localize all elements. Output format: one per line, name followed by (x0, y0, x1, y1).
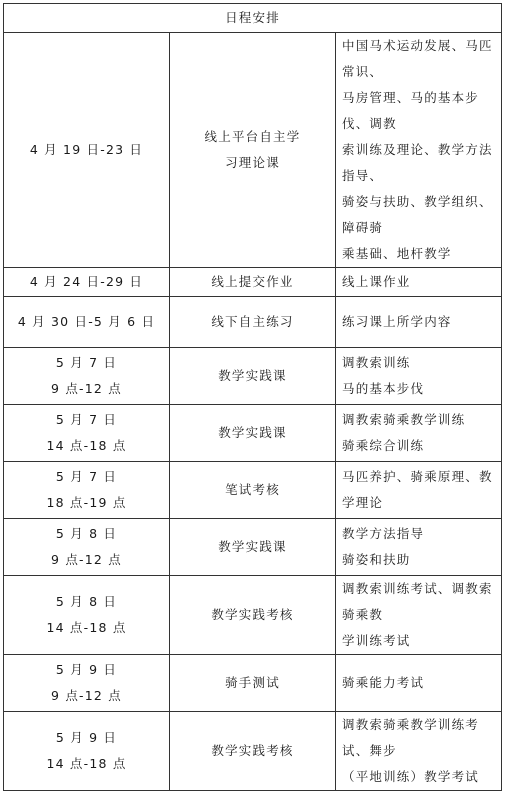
type-cell (170, 348, 336, 405)
date-cell (4, 268, 170, 297)
type-cell-line: 教学实践课 (218, 368, 287, 383)
content-cell-line: 马的基本步伐 (342, 381, 425, 396)
content-cell-line: 练习课上所学内容 (342, 314, 452, 329)
content-cell-line: 骑乘能力考试 (342, 675, 425, 690)
content-cell-line: 教学方法指导 (342, 526, 425, 541)
content-cell-line: 索训练及理论、教学方法指导、 (342, 142, 493, 183)
type-cell-line: 线下自主练习 (211, 314, 294, 329)
schedule-table (3, 3, 502, 791)
date-cell-line: 14 点-18 点 (46, 438, 127, 453)
table-row (4, 33, 502, 268)
type-cell (170, 655, 336, 712)
content-cell-line: 骑乘综合训练 (342, 438, 425, 453)
type-cell-line: 教学实践课 (218, 539, 287, 554)
date-cell-line: 9 点-12 点 (51, 552, 122, 567)
table-title-row (4, 4, 502, 33)
content-cell-line: （平地训练）教学考试 (342, 769, 480, 784)
content-cell-line: 调教索训练考试、调教索骑乘教 (342, 581, 493, 622)
content-cell-line: 乘基础、地杆教学 (342, 246, 452, 261)
date-cell (4, 655, 170, 712)
type-cell (170, 297, 336, 348)
date-cell (4, 33, 170, 268)
table-row (4, 712, 502, 791)
date-cell (4, 576, 170, 655)
table-row (4, 297, 502, 348)
content-cell-line: 中国马术运动发展、马匹常识、 (342, 38, 493, 79)
type-cell-line: 习理论课 (225, 155, 280, 170)
date-cell-line: 4 月 19 日-23 日 (29, 142, 144, 157)
type-cell-line: 教学实践课 (218, 425, 287, 440)
date-cell (4, 348, 170, 405)
content-cell-line: 调教索骑乘教学训练考试、舞步 (342, 717, 480, 758)
type-cell-line: 教学实践考核 (211, 607, 294, 622)
date-cell-line: 5 月 7 日 (55, 469, 118, 484)
date-cell-line: 4 月 30 日-5 月 6 日 (17, 314, 156, 329)
date-cell-line: 5 月 9 日 (55, 662, 118, 677)
content-cell (336, 405, 502, 462)
table-row (4, 576, 502, 655)
content-cell-line: 马房管理、马的基本步伐、调教 (342, 90, 480, 131)
content-cell (336, 348, 502, 405)
content-cell-line: 骑姿和扶助 (342, 552, 411, 567)
type-cell (170, 462, 336, 519)
type-cell (170, 712, 336, 791)
type-cell (170, 519, 336, 576)
date-cell (4, 462, 170, 519)
date-cell-line: 5 月 9 日 (55, 730, 118, 745)
content-cell (336, 297, 502, 348)
type-cell (170, 268, 336, 297)
date-cell-line: 9 点-12 点 (51, 381, 122, 396)
table-row (4, 348, 502, 405)
date-cell-line: 14 点-18 点 (46, 756, 127, 771)
table-row (4, 405, 502, 462)
content-cell-line: 调教索训练 (342, 355, 411, 370)
date-cell-line: 5 月 7 日 (55, 412, 118, 427)
table-row (4, 655, 502, 712)
date-cell (4, 405, 170, 462)
type-cell-line: 线上平台自主学 (204, 129, 301, 144)
date-cell (4, 519, 170, 576)
type-cell (170, 576, 336, 655)
table-row (4, 462, 502, 519)
type-cell-line: 线上提交作业 (211, 274, 294, 289)
content-cell-line: 马匹养护、骑乘原理、教学理论 (342, 469, 493, 510)
content-cell (336, 33, 502, 268)
table-row (4, 519, 502, 576)
content-cell (336, 519, 502, 576)
content-cell (336, 712, 502, 791)
content-cell (336, 268, 502, 297)
type-cell-line: 教学实践考核 (211, 743, 294, 758)
schedule-body (4, 4, 502, 791)
date-cell (4, 297, 170, 348)
table-title: 日程安排 (4, 4, 502, 33)
date-cell-line: 14 点-18 点 (46, 620, 127, 635)
date-cell-line: 5 月 7 日 (55, 355, 118, 370)
table-row (4, 268, 502, 297)
date-cell-line: 4 月 24 日-29 日 (29, 274, 144, 289)
content-cell (336, 576, 502, 655)
content-cell (336, 462, 502, 519)
content-cell-line: 骑姿与扶助、教学组织、障碍骑 (342, 194, 493, 235)
type-cell (170, 33, 336, 268)
content-cell (336, 655, 502, 712)
date-cell-line: 18 点-19 点 (46, 495, 127, 510)
content-cell-line: 调教索骑乘教学训练 (342, 412, 466, 427)
date-cell-line: 5 月 8 日 (55, 526, 118, 541)
content-cell-line: 线上课作业 (342, 274, 411, 289)
date-cell-line: 9 点-12 点 (51, 688, 122, 703)
type-cell-line: 笔试考核 (225, 482, 280, 497)
date-cell-line: 5 月 8 日 (55, 594, 118, 609)
content-cell-line: 学训练考试 (342, 633, 411, 648)
type-cell (170, 405, 336, 462)
type-cell-line: 骑手测试 (225, 675, 280, 690)
date-cell (4, 712, 170, 791)
